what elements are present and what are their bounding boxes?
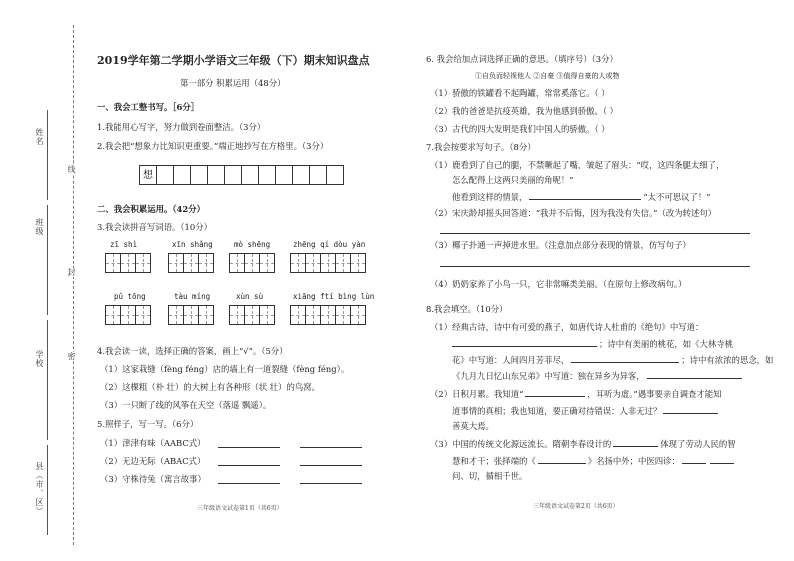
q8-2a-prefix: （2）日积月累。我知道“ [430, 389, 524, 399]
copy-grid-cell[interactable] [326, 165, 344, 185]
copy-grid-cell[interactable] [309, 165, 327, 185]
copy-grid-cell[interactable] [292, 165, 310, 185]
copy-grid-cell[interactable] [275, 165, 293, 185]
pinyin-1: zī shì [110, 240, 138, 249]
q8-item-2c: 善莫大焉。 [452, 421, 494, 431]
answer-blank[interactable] [571, 353, 679, 363]
seal-xian: 线 [67, 165, 76, 174]
q2-text: 2.我会把“想象力比知识更重要。”端正地抄写在方格里。（3分） [97, 141, 329, 151]
q8-item-1c [452, 353, 773, 366]
q8-item-3a [430, 437, 736, 450]
tianzi-grid-4[interactable] [291, 253, 366, 273]
part1-heading: 第一部分 积累运用（48分） [180, 78, 286, 88]
seal-feng: 封 [67, 268, 76, 277]
seal-line [73, 25, 74, 545]
q8-item-1d [452, 369, 742, 382]
answer-blank[interactable] [218, 438, 280, 448]
county-line [47, 445, 48, 535]
answer-blank[interactable] [663, 404, 718, 414]
class-label: 班级 [35, 218, 44, 236]
section1-heading: 一、我会工整书写。［6分］ [97, 102, 200, 112]
q8-item-1a: （1）经典古诗，诗中有可爱的燕子，如唐代诗人杜甫的《绝句》中写道： [430, 322, 704, 332]
q8-text: 8.我会填空。（10分） [426, 304, 508, 314]
q6-options: ①自负而轻视他人 ②自豪 ③值得自豪的人或物 [475, 72, 620, 80]
q7-item-3: （3）椰子扑通一声掉进水里。（注意加点部分表现的情景，仿写句子） [430, 240, 691, 250]
school-line [47, 320, 48, 440]
copy-grid[interactable] [140, 165, 344, 185]
section2-heading: 二、我会积累运用。（42分） [97, 204, 205, 214]
q8-3b-mid: 》名扬中外；中医四诊： [587, 456, 680, 466]
copy-grid-cell[interactable] [241, 165, 259, 185]
copy-grid-cell[interactable] [173, 165, 191, 185]
county-label: 县（市、区） [35, 462, 44, 516]
pinyin-3: mò shēng [234, 240, 271, 249]
page-title: 2019学年第二学期小学语文三年级（下）期末知识盘点 [97, 54, 370, 67]
q7-1c-prefix: 他看到这样的情景， [452, 192, 528, 202]
answer-line[interactable] [440, 224, 750, 234]
tianzi-grid-8[interactable] [291, 305, 366, 325]
q7-item-1c [452, 190, 711, 203]
q6-item-3: （3）古代的四大发明是我们中国人的骄傲。（ ） [430, 124, 610, 134]
tianzi-grid-1[interactable] [106, 253, 151, 273]
q8-2a-suffix: ，耳听为虚。”遇事要亲自调查才能知 [587, 389, 722, 399]
name-line [47, 110, 48, 200]
answer-blank[interactable] [710, 454, 734, 464]
q4-item-1: （1）这家栽缝（fèng féng）店的墙上有一道裂缝（fèng féng）。 [100, 364, 350, 374]
q7-text: 7.我会按要求写句子。（8分） [426, 142, 536, 152]
school-label: 学校 [35, 350, 44, 368]
copy-grid-cell[interactable] [207, 165, 225, 185]
answer-blank[interactable] [613, 437, 658, 447]
q8-1c-suffix: ；诗中有浓浓的思念，如 [681, 355, 774, 365]
copy-grid-cell[interactable] [224, 165, 242, 185]
copy-grid-cell[interactable]: 想 [139, 165, 157, 185]
name-label: 姓名 [35, 128, 44, 146]
q7-item-2: （2）宋庆龄却摇头回答道：“我并不后悔，因为我没有失信。”（改为转述句） [430, 208, 717, 218]
page2-footer: 三年级语文试卷第2页（共6页） [533, 503, 619, 510]
q6-item-2: （2）我的爸爸是抗疫英雄，我为他感到骄傲。（ ） [430, 106, 619, 116]
copy-grid-cell[interactable] [258, 165, 276, 185]
q7-1c-suffix: “太不可思议了！” [643, 192, 711, 202]
answer-blank[interactable] [538, 454, 586, 464]
q5-text: 5.照样子，写一写。（6分） [97, 419, 199, 429]
copy-grid-cell[interactable] [156, 165, 174, 185]
q8-1d-prefix: 《九月九日忆山东兄弟》中写道：独在异乡为异客， [452, 371, 645, 381]
q8-3a-suffix: 体现了劳动人民的智 [660, 439, 736, 449]
answer-blank[interactable] [452, 337, 597, 347]
q8-item-1b [452, 337, 733, 350]
answer-blank[interactable] [300, 474, 362, 484]
q3-text: 3.我会读拼音写词语。（10分） [97, 222, 212, 232]
q7-item-4: （4）奶奶家养了小鸟一只，它非常嘛类美丽。（在原句上修改病句。） [430, 279, 687, 289]
pinyin-8: xiāng ftí bìng lùn [293, 292, 375, 301]
answer-blank[interactable] [218, 456, 280, 466]
answer-blank[interactable] [529, 190, 641, 200]
q6-item-1: （1）骄傲的铁罐看不起陶罐，常常奚落它。（ ） [430, 88, 610, 98]
q5-item-2: （2）无边无际（ABAC式） [100, 456, 206, 466]
q4-item-3: （3）一只断了线的风筝在天空（落遥 飘遥）。 [100, 400, 272, 410]
answer-line[interactable] [440, 257, 750, 267]
copy-grid-cell[interactable] [190, 165, 208, 185]
q7-item-1a: （1）鹿看到了自己的腿，不禁噘起了嘴，皱起了眉头：“哎，这四条腿太细了， [430, 160, 725, 170]
answer-blank[interactable] [300, 438, 362, 448]
answer-blank[interactable] [300, 456, 362, 466]
q8-item-3b [452, 454, 736, 467]
answer-blank[interactable] [525, 387, 585, 397]
q8-item-2a [430, 387, 721, 400]
q4-item-2: （2）这棵粗（朴 壮）的大树上有各种形（状 壮）的鸟窝。 [100, 382, 321, 392]
q1-text: 1.我能用心写字，努力做到卷面整洁。（3分） [97, 122, 266, 132]
q4-text: 4.我会读一读，选择正确的答案，画上“√”。（5分） [97, 346, 288, 356]
pinyin-2: xīn shǎng [172, 240, 213, 249]
q6-text: 6. 我会给加点词选择正确的意思。（填序号）（3分） [426, 54, 618, 64]
tianzi-grid-5[interactable] [106, 305, 151, 325]
q8-3b-prefix: 慧和才干；张择端的《 [452, 456, 536, 466]
q8-1c-prefix: 花》中写道：人间四月芳菲尽， [452, 355, 570, 365]
q7-item-1b: 怎么配得上这两只美丽的角呢！” [452, 175, 574, 185]
answer-blank[interactable] [682, 454, 706, 464]
q8-item-2b [452, 404, 718, 417]
pinyin-5: pǔ tōng [114, 292, 146, 301]
answer-blank[interactable] [647, 369, 742, 379]
pinyin-4: zhēng qí dòu yàn [293, 240, 366, 249]
seal-mi: 密 [67, 352, 76, 361]
tianzi-grid-2[interactable] [169, 253, 214, 273]
q8-1b-suffix: ；诗中有美丽的桃花，如《大林寺桃 [599, 339, 733, 349]
pinyin-7: xùn sù [236, 292, 264, 301]
q8-item-3c: 问、切，循相千世。 [452, 471, 528, 481]
q8-3a-prefix: （3）中国的传统文化源远流长。隋朝李春设计的 [430, 439, 612, 449]
tianzi-grid-6[interactable] [169, 305, 214, 325]
tianzi-grid-3[interactable] [230, 253, 275, 273]
answer-blank[interactable] [218, 474, 280, 484]
class-line [47, 205, 48, 315]
page1-footer: 三年级语文试卷第1页（共6页） [197, 505, 283, 512]
q5-item-3: （3）守株待兔（寓言故事） [100, 474, 206, 484]
q8-2b-prefix: 道事情的真相；我也知道，要正确对待错误：人非无过？ [452, 406, 662, 416]
tianzi-grid-7[interactable] [230, 305, 275, 325]
q5-item-1: （1）津津有味（AABC式） [100, 438, 206, 448]
pinyin-6: tàu míng [174, 292, 211, 301]
